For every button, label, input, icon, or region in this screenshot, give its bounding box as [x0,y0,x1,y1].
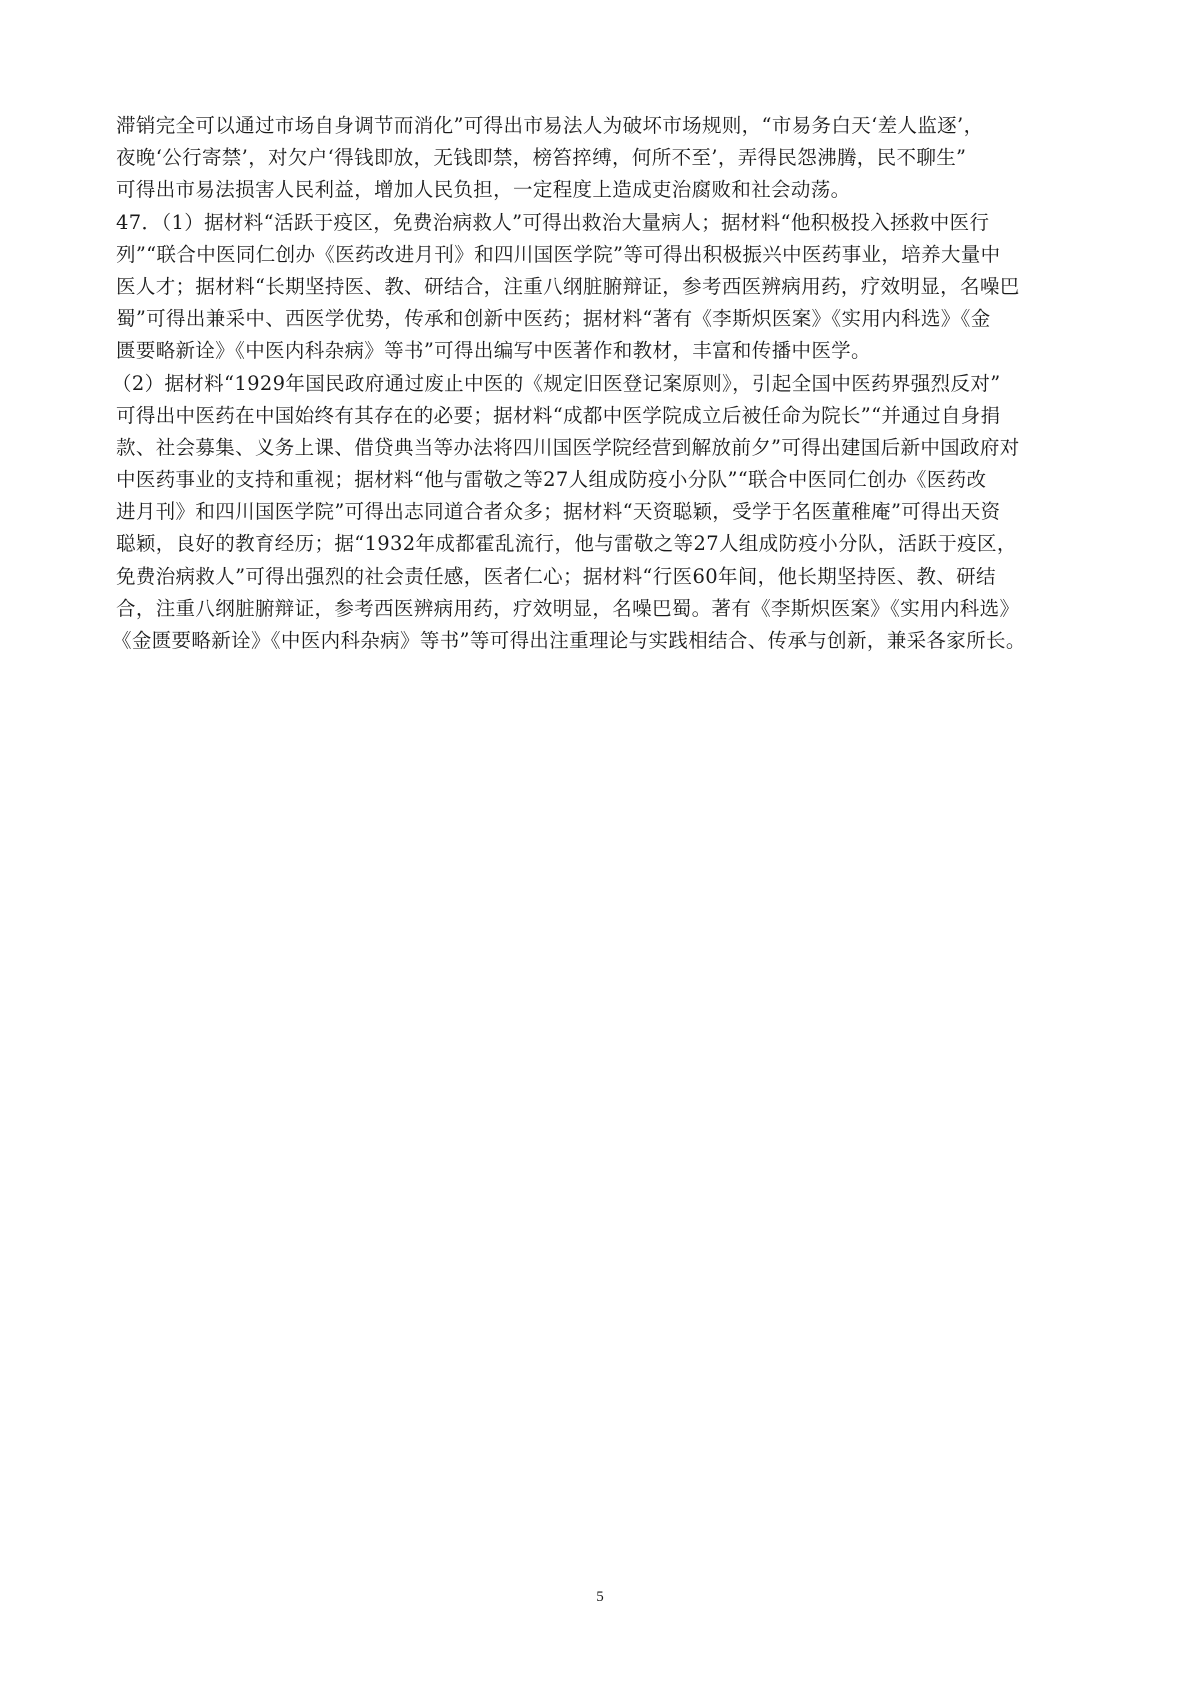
text-line: 款、社会募集、义务上课、借贷典当等办法将四川国医学院经营到解放前夕”可得出建国后新中国政府对 [116,435,1020,459]
paragraph-question-47-part-1 [116,207,1090,368]
paragraph-question-47-part-2 [112,368,1090,658]
text-line: 可得出市易法损害人民利益，增加人民负担，一定程度上造成吏治腐败和社会动荡。 [116,178,851,202]
text-line: 中医药事业的支持和重视；据材料“他与雷敬之等27人组成防疫小分队”“联合中医同仁创办《医药改 [116,468,987,492]
text-line: 47．（1）据材料“活跃于疫区，免费治病救人”可得出救治大量病人；据材料“他积极投入拯救中医行 [116,210,990,234]
text-line: 匮要略新诠》《中医内科杂病》等书”可得出编写中医著作和教材，丰富和传播中医学。 [116,339,871,363]
text-line: 《金匮要略新诠》《中医内科杂病》等书”等可得出注重理论与实践相结合、传承与创新，兼采各家所长。 [112,629,1026,652]
text-line: 滞销完全可以通过市场自身调节而消化”可得出市易法人为破坏市场规则，“市易务白天‘差人监逐’， [116,114,984,137]
text-line: 合，注重八纲脏腑辩证，参考西医辨病用药，疗效明显，名噪巴蜀。著有《李斯炽医案》《实用内科选》 [116,596,1020,620]
paragraph-market-law-conclusion [116,110,1090,207]
text-line: 免费治病救人”可得出强烈的社会责任感，医者仁心；据材料“行医60年间，他长期坚持医、教、研结 [116,564,996,588]
text-line: 夜晚‘公行寄禁’，对欠户‘得钱即放，无钱即禁，榜笞捽缚，何所不至’，弄得民怨沸腾，民不聊生” [116,146,967,170]
text-line: （2）据材料“1929年国民政府通过废止中医的《规定旧医登记案原则》，引起全国中医药界强烈反对” [112,371,1001,395]
text-line: 可得出中医药在中国始终有其存在的必要；据材料“成都中医学院成立后被任命为院长”“并通过自身捐 [116,403,1001,427]
text-line: 蜀”可得出兼采中、西医学优势，传承和创新中医药；据材料“著有《李斯炽医案》《实用内科选》《金 [116,307,991,331]
document-body [112,110,1090,657]
text-line: 聪颖，良好的教育经历；据“1932年成都霍乱流行，他与雷敬之等27人组成防疫小分队，活跃于疫区， [116,532,1017,556]
text-line: 医人才；据材料“长期坚持医、教、研结合，注重八纲脏腑辩证，参考西医辨病用药，疗效明显，名噪巴 [116,274,1020,298]
text-line: 列”“联合中医同仁创办《医药改进月刊》和四川国医学院”等可得出积极振兴中医药事业，培养大量中 [116,242,1001,266]
text-line: 进月刊》和四川国医学院”可得出志同道合者众多；据材料“天资聪颖，受学于名医董稚庵”可得出天资 [116,500,1001,524]
page-number: 5 [596,1589,604,1605]
